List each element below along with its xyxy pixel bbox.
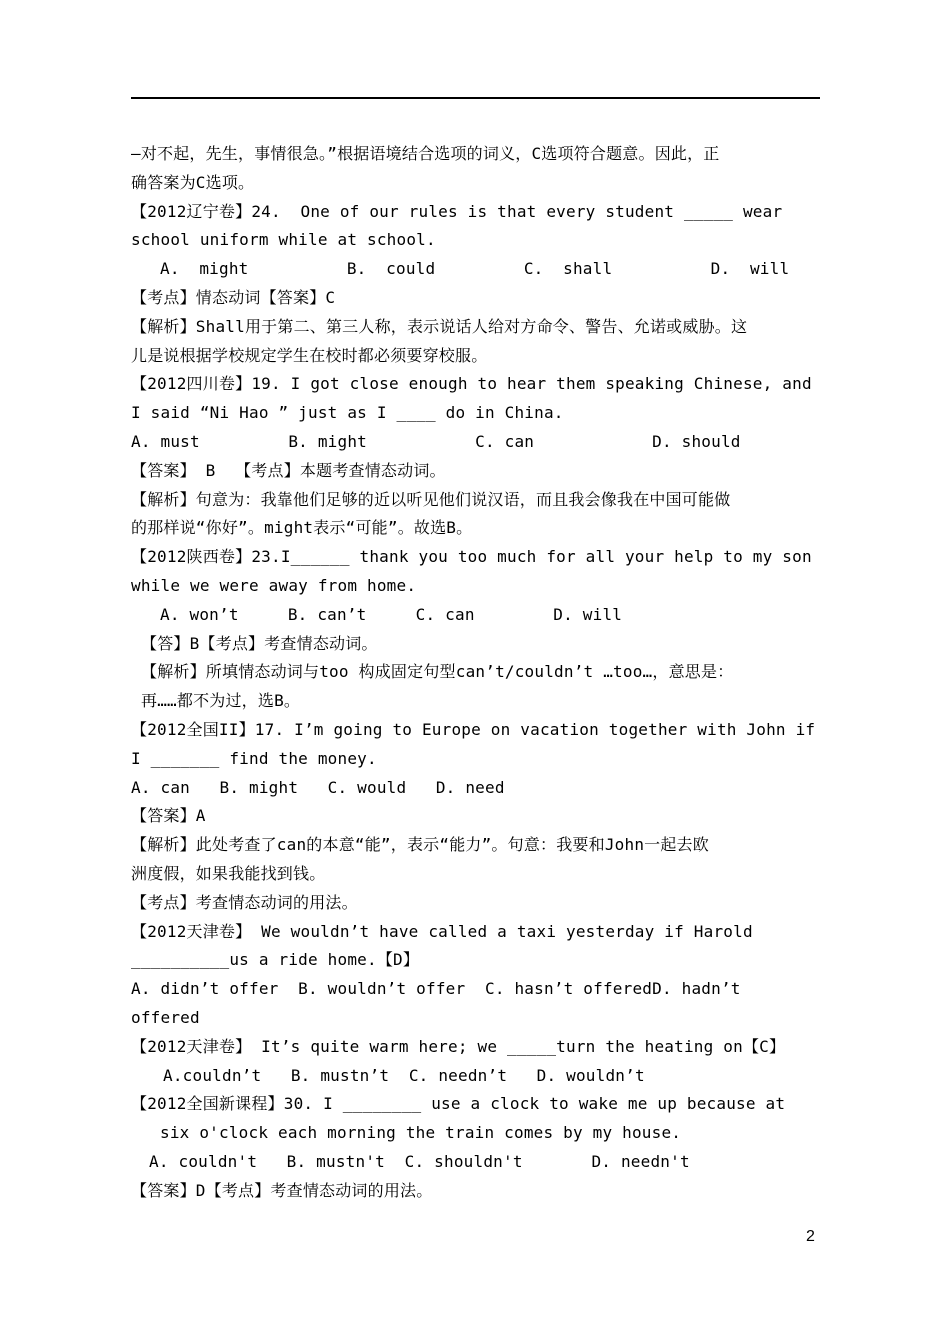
analysis-line: 【解析】Shall用于第二、第三人称，表示说话人给对方命令、警告、允诺或威胁。这 [131, 316, 748, 336]
answer-line: 【答案】A [131, 806, 206, 826]
question-30-line: 【2012全国新课程】30. I ________ use a clock to wake me up because at [131, 1094, 786, 1114]
text-line: I _______ find the money. [131, 748, 377, 768]
text-line: 的那样说“你好”。might表示“可能”。故选B。 [131, 518, 473, 538]
answer-line: 【答案】 B 【考点】本题考查情态动词。 [131, 460, 446, 480]
text-line: school uniform while at school. [131, 230, 436, 250]
page-number: 2 [806, 1228, 815, 1245]
analysis-line: 【解析】句意为：我靠他们足够的近以听见他们说汉语，而且我会像我在中国可能做 [131, 489, 731, 509]
options-line: A. must B. might C. can D. should [131, 431, 741, 451]
header-rule [131, 97, 820, 99]
analysis-line: 【解析】此处考查了can的本意“能”，表示“能力”。句意：我要和John一起去欧 [131, 835, 709, 855]
question-24-line: 【2012辽宁卷】24. One of our rules is that every student _____ wear [131, 201, 783, 221]
keypoint-line: 【考点】考查情态动词的用法。 [131, 892, 358, 912]
options-line: A.couldn’t B. mustn’t C. needn’t D. wouldn’t [163, 1065, 645, 1085]
text-line: 确答案为C选项。 [131, 172, 255, 192]
text-line: while we were away from home. [131, 575, 417, 595]
question-tianjin-2-line: 【2012天津卷】 It’s quite warm here; we _____turn the heating on【C】 [131, 1036, 786, 1056]
question-23-line: 【2012陕西卷】23.I______ thank you too much for all your help to my son [131, 547, 812, 567]
text-line: 再……都不为过，选B。 [141, 691, 301, 711]
answer-keypoint-line: 【答案】D【考点】考查情态动词的用法。 [131, 1180, 433, 1200]
question-17-line: 【2012全国II】17. I’m going to Europe on vacation together with John if [131, 719, 816, 739]
document-body [131, 140, 831, 1205]
options-line: A. couldn't B. mustn't C. shouldn't D. needn't [149, 1151, 690, 1171]
text-line: 洲度假，如果我能找到钱。 [131, 863, 326, 883]
text-line: offered [131, 1007, 200, 1027]
text-line: __________us a ride home.【D】 [131, 950, 420, 970]
keypoint-answer-line: 【考点】情态动词【答案】C [131, 287, 336, 307]
analysis-line: 【解析】所填情态动词与too 构成固定句型can’t/couldn’t …too…，意思是： [141, 662, 734, 682]
text-line: I said “Ni Hao ” just as I ____ do in China. [131, 403, 564, 423]
question-tianjin-1-line: 【2012天津卷】 We wouldn’t have called a taxi yesterday if Harold [131, 921, 753, 941]
text-line: 儿是说根据学校规定学生在校时都必须要穿校服。 [131, 345, 488, 365]
options-line: A. might B. could C. shall D. will [160, 259, 790, 279]
question-19-line: 【2012四川卷】19. I got close enough to hear them speaking Chinese, and [131, 374, 812, 394]
answer-line: 【答】B【考点】考查情态动词。 [141, 633, 378, 653]
options-line: A. won’t B. can’t C. can D. will [160, 604, 623, 624]
text-line: —对不起，先生，事情很急。”根据语境结合选项的词义，C选项符合题意。因此，正 [131, 144, 720, 163]
options-line: A. can B. might C. would D. need [131, 777, 505, 797]
options-line: A. didn’t offer B. wouldn’t offer C. hasn’t offeredD. hadn’t [131, 979, 741, 999]
text-line: six o'clock each morning the train comes by my house. [160, 1123, 682, 1143]
